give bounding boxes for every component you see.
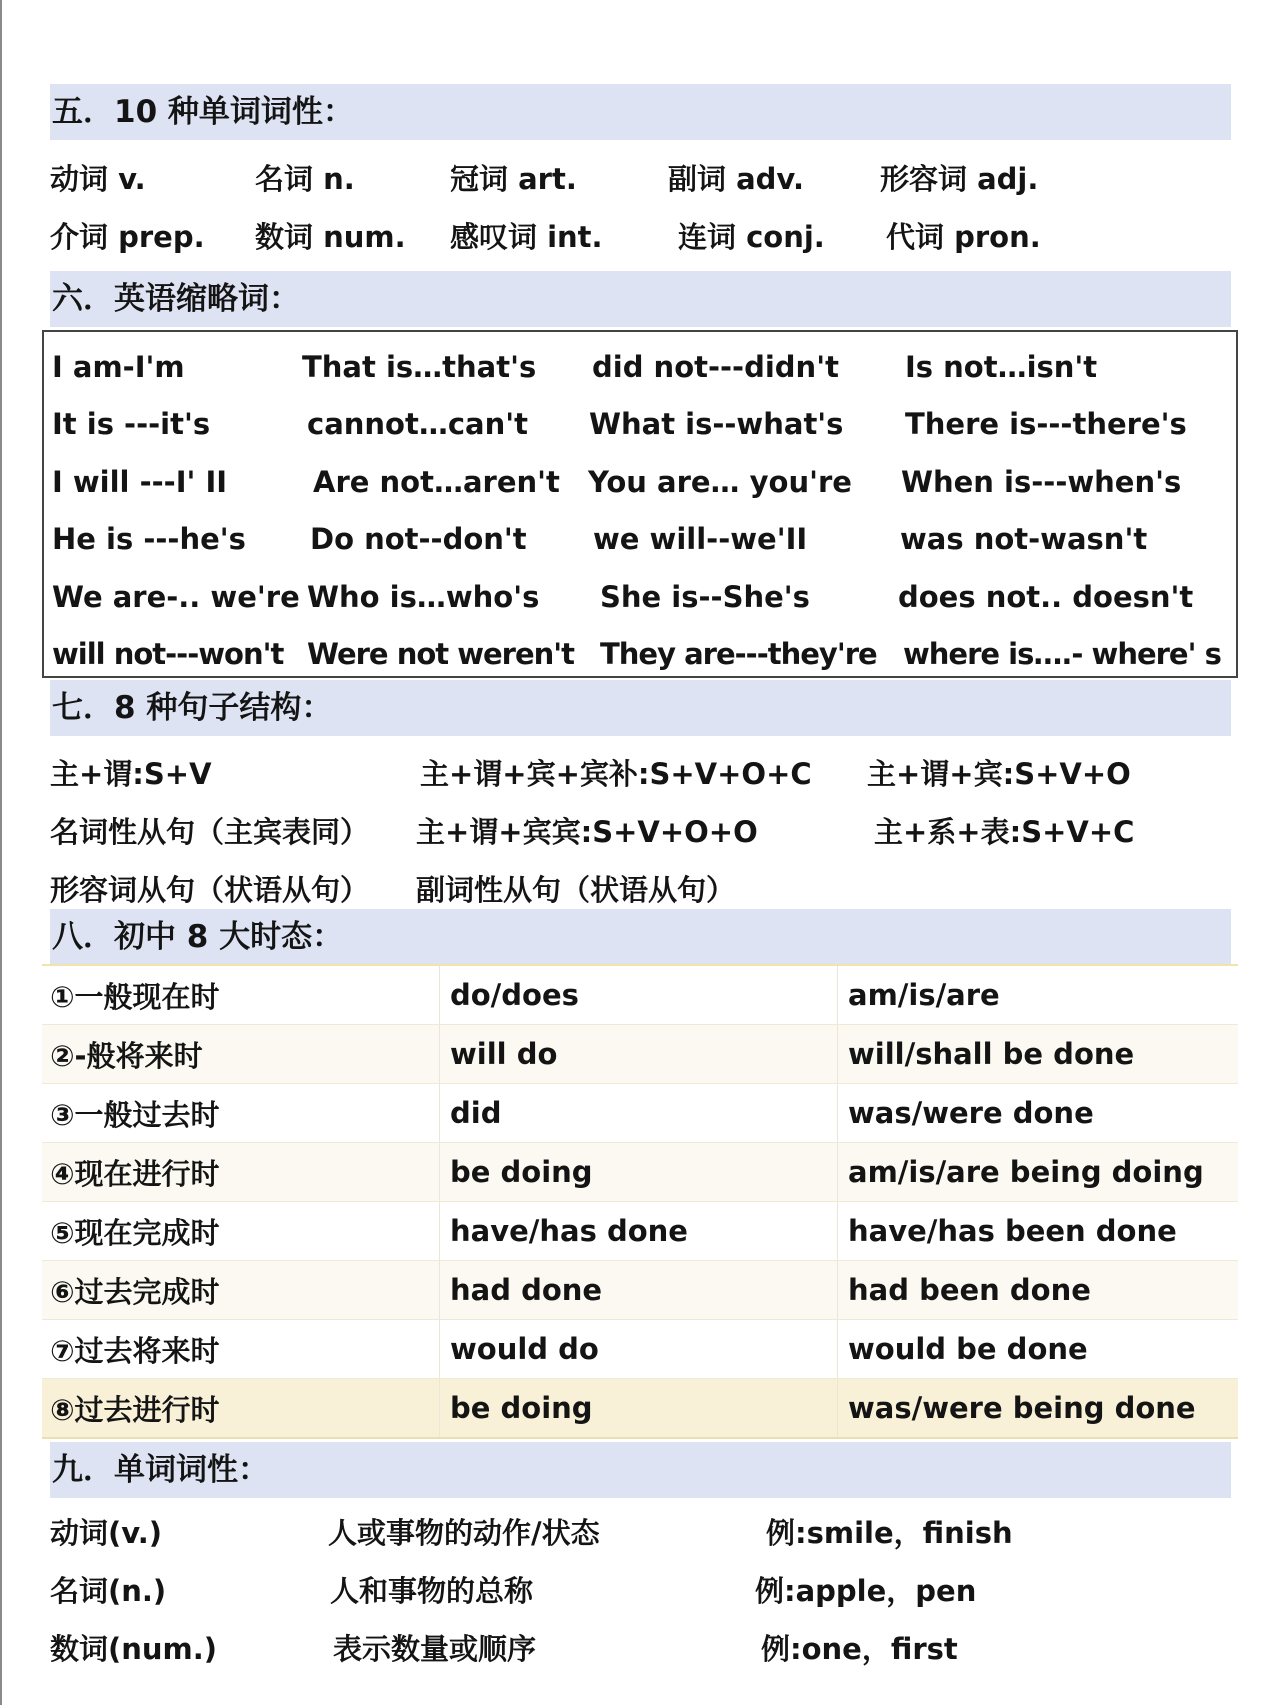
section-8-heading: 八．初中 8 大时态： xyxy=(50,909,1231,965)
pos-cell: 连词 conj. xyxy=(678,219,825,254)
contraction-cell: They are---they're xyxy=(600,637,877,672)
contraction-cell: There is---there's xyxy=(905,407,1187,442)
tense-passive: would be done xyxy=(848,1332,1088,1366)
table-row xyxy=(42,1379,1238,1439)
tense-passive: was/were done xyxy=(848,1096,1094,1130)
contraction-cell: where is….- where' s xyxy=(903,637,1221,672)
pos-cell: 副词 adv. xyxy=(668,161,804,196)
pos-term: 数词(num.) xyxy=(50,1631,218,1666)
contraction-cell: was not-wasn't xyxy=(900,522,1148,557)
contraction-cell: What is--what's xyxy=(589,407,844,442)
pos-term: 名词(n.) xyxy=(50,1573,167,1608)
contraction-cell: Are not…aren't xyxy=(313,464,560,499)
contraction-row xyxy=(52,396,1236,454)
contraction-row xyxy=(52,626,1236,684)
tense-active: do/does xyxy=(440,966,838,1024)
table-row xyxy=(42,966,1238,1025)
pos-example: 例:apple，pen xyxy=(755,1573,977,1608)
contraction-row xyxy=(52,338,1236,396)
pos-definition-row xyxy=(50,1618,1013,1676)
table-row xyxy=(42,1084,1238,1143)
contraction-cell: When is---when's xyxy=(901,464,1182,499)
tense-name: ④现在进行时 xyxy=(42,1143,440,1201)
pos-cell: 介词 prep. xyxy=(50,219,205,254)
structure-cell: 名词性从句（主宾表同） xyxy=(50,814,370,849)
tense-name: ②-般将来时 xyxy=(42,1025,440,1083)
page-edge-line xyxy=(0,0,2,1705)
section-7-grid xyxy=(50,743,1134,917)
pos-row xyxy=(50,206,1041,264)
tense-active: did xyxy=(440,1084,838,1142)
tense-name: ①一般现在时 xyxy=(42,966,440,1024)
pos-cell: 名词 n. xyxy=(255,161,355,196)
contraction-cell: did not---didn't xyxy=(592,349,839,384)
contraction-cell: Who is…who's xyxy=(307,579,540,614)
contraction-cell: I am-I'm xyxy=(52,349,185,384)
contraction-cell: cannot…can't xyxy=(307,407,528,442)
pos-example: 例:smile，finish xyxy=(766,1515,1013,1550)
tense-active: would do xyxy=(440,1320,838,1378)
tense-active: had done xyxy=(440,1261,838,1319)
section-5-heading: 五．10 种单词词性： xyxy=(50,84,1231,140)
section-9-heading: 九．单词词性： xyxy=(50,1442,1231,1498)
tense-passive: will/shall be done xyxy=(848,1037,1135,1071)
tense-active: will do xyxy=(440,1025,838,1083)
contraction-cell: It is ---it's xyxy=(52,407,211,442)
tense-active: be doing xyxy=(440,1379,838,1437)
contraction-cell: will not---won't xyxy=(52,637,284,672)
tense-name: ⑦过去将来时 xyxy=(42,1320,440,1378)
contraction-cell: We are-.. we're xyxy=(52,579,300,614)
pos-term: 动词(v.) xyxy=(50,1515,163,1550)
pos-cell: 动词 v. xyxy=(50,161,146,196)
contraction-cell: I will ---I' II xyxy=(52,464,228,499)
contraction-cell: You are… you're xyxy=(588,464,852,499)
contraction-cell: She is--She's xyxy=(600,579,810,614)
structure-row xyxy=(50,801,1134,859)
tense-passive: am/is/are xyxy=(848,978,1000,1012)
contraction-cell: we will--we'II xyxy=(593,522,808,557)
contraction-cell: Is not…isn't xyxy=(905,349,1098,384)
contraction-row xyxy=(52,568,1236,626)
section-9-grid xyxy=(50,1502,1013,1676)
pos-definition: 表示数量或顺序 xyxy=(333,1631,537,1666)
structure-row xyxy=(50,743,1134,801)
table-row xyxy=(42,1202,1238,1261)
tense-name: ③一般过去时 xyxy=(42,1084,440,1142)
tense-passive: have/has been done xyxy=(848,1214,1177,1248)
contraction-cell: Were not weren't xyxy=(307,637,575,672)
tense-name: ⑤现在完成时 xyxy=(42,1202,440,1260)
table-row xyxy=(42,1025,1238,1084)
section-7-heading: 七．8 种句子结构： xyxy=(50,680,1231,736)
tense-passive: had been done xyxy=(848,1273,1091,1307)
contraction-row xyxy=(52,511,1236,569)
pos-example: 例:one，first xyxy=(761,1631,958,1666)
tense-active: be doing xyxy=(440,1143,838,1201)
tense-passive: am/is/are being doing xyxy=(848,1155,1204,1189)
contraction-cell: That is…that's xyxy=(302,349,537,384)
structure-cell: 主+谓:S+V xyxy=(50,756,212,791)
tense-name: ⑥过去完成时 xyxy=(42,1261,440,1319)
table-row xyxy=(42,1143,1238,1202)
contraction-cell: He is ---he's xyxy=(52,522,246,557)
pos-cell: 数词 num. xyxy=(255,219,406,254)
contractions-box xyxy=(42,330,1238,678)
structure-cell: 主+谓+宾+宾补:S+V+O+C xyxy=(420,756,812,791)
pos-cell: 感叹词 int. xyxy=(450,219,603,254)
pos-definition: 人或事物的动作/状态 xyxy=(328,1515,600,1550)
pos-cell: 形容词 adj. xyxy=(880,161,1039,196)
contraction-cell: does not.. doesn't xyxy=(898,579,1194,614)
pos-cell: 代词 pron. xyxy=(886,219,1041,254)
tense-name: ⑧过去进行时 xyxy=(42,1379,440,1437)
pos-definition-row xyxy=(50,1502,1013,1560)
table-row xyxy=(42,1261,1238,1320)
pos-cell: 冠词 art. xyxy=(450,161,577,196)
table-row xyxy=(42,1320,1238,1379)
structure-cell: 副词性从句（状语从句） xyxy=(416,872,736,907)
structure-cell: 主+谓+宾:S+V+O xyxy=(867,756,1131,791)
tense-passive: was/were being done xyxy=(848,1391,1196,1425)
section-6-heading: 六．英语缩略词： xyxy=(50,271,1231,327)
pos-definition-row xyxy=(50,1560,1013,1618)
tense-table xyxy=(42,964,1238,1439)
structure-cell: 主+系+表:S+V+C xyxy=(874,814,1135,849)
contraction-cell: Do not--don't xyxy=(310,522,527,557)
pos-row xyxy=(50,148,1041,206)
structure-cell: 形容词从句（状语从句） xyxy=(50,872,370,907)
structure-cell: 主+谓+宾宾:S+V+O+O xyxy=(416,814,758,849)
contraction-row xyxy=(52,453,1236,511)
section-5-grid xyxy=(50,148,1041,264)
tense-active: have/has done xyxy=(440,1202,838,1260)
pos-definition: 人和事物的总称 xyxy=(330,1573,534,1608)
